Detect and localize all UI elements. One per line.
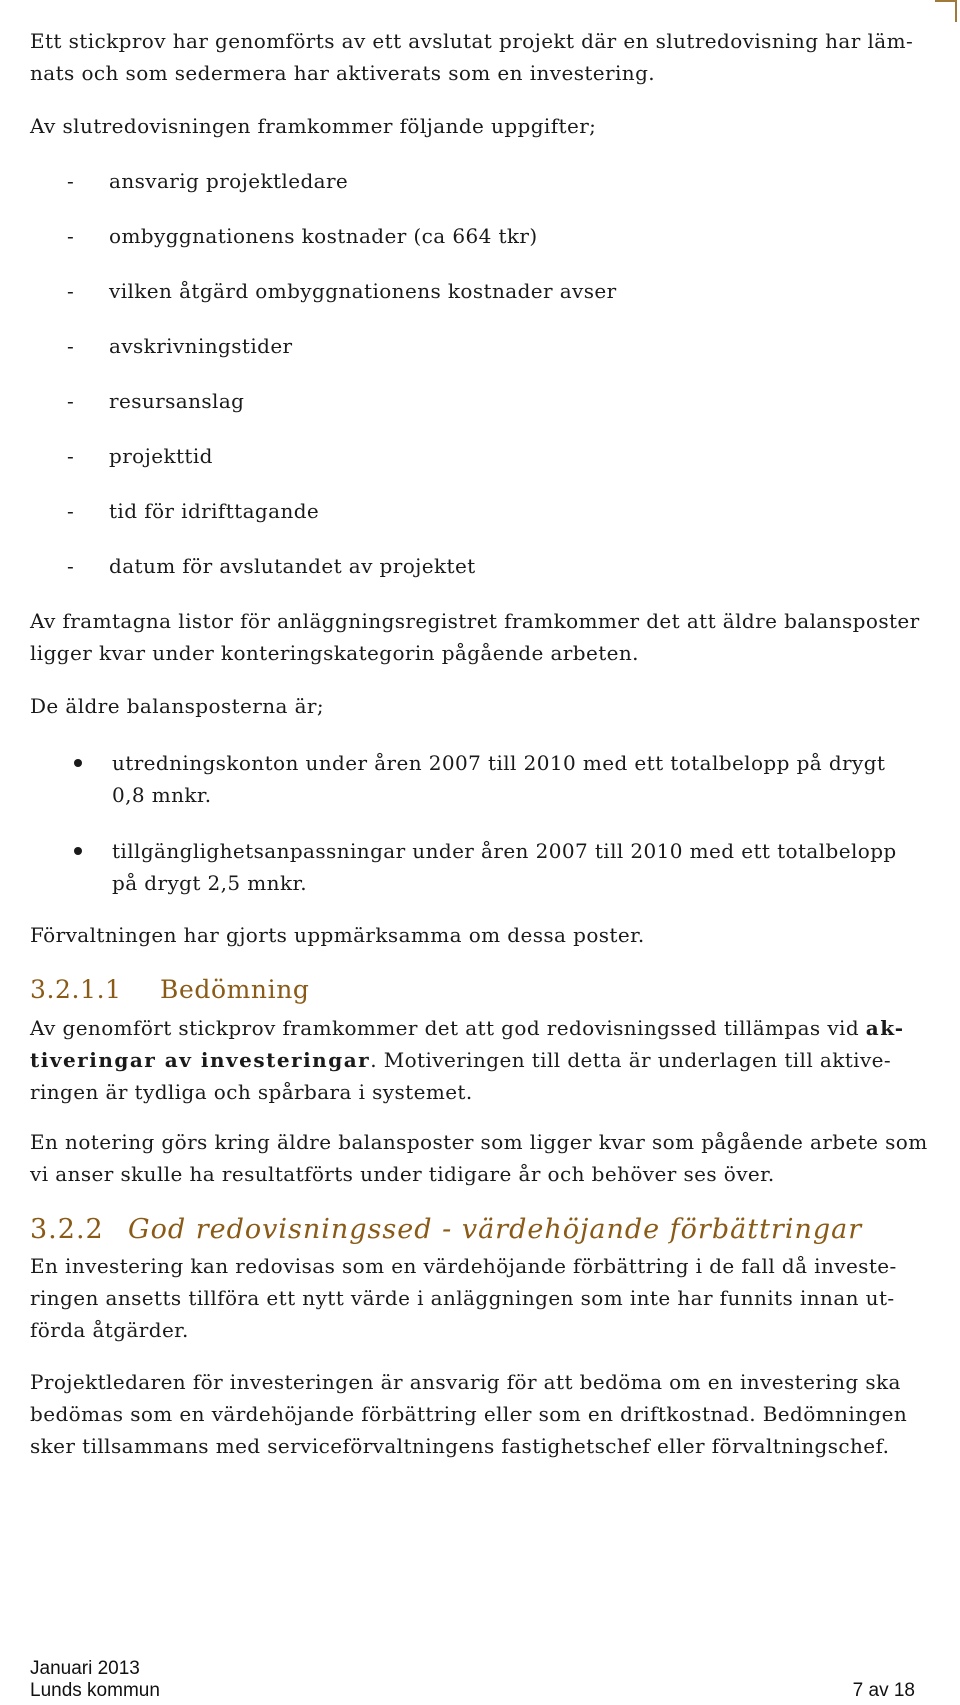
intro-paragraph [30,25,950,89]
heading-number: 3.2.2 [30,1214,104,1245]
notering-paragraph: En notering görs kring äldre balansposter som ligger kvar som pågående arbete som vi anser skulle ha resultatförts under tidigare år och behöver ses över. [30,1130,928,1186]
footer-page-number: 7 av 18 [852,1680,915,1701]
section-heading-bedomning [30,973,310,1007]
list-intro: Av slutredovisningen framkommer följande uppgifter; [30,114,597,138]
footer-organization: Lunds kommun [30,1680,160,1701]
page-corner-mark [955,0,957,22]
forvaltning-paragraph: Förvaltningen har gjorts uppmärksamma om dessa poster. [30,923,645,947]
intro-line-1: Ett stickprov har genomförts av ett avslutat projekt där en slutredovisning har läm- [30,29,914,53]
section-heading-god-redovisningssed [30,1212,862,1248]
heading-number: 3.2.1.1 [30,975,122,1004]
investering-paragraph: En investering kan redovisas som en värdehöjande förbättring i de fall då investe- ringen ansetts tillföra ett nytt värde i anläggningen som inte har funnits innan ut- förda åtgärder. [30,1254,897,1342]
intro-line-2: nats och som sedermera har aktiverats som en investering. [30,61,656,85]
aldre-paragraph: De äldre balansposterna är; [30,694,325,718]
footer-date: Januari 2013 [30,1658,140,1679]
projektledaren-paragraph: Projektledaren för investeringen är ansvarig för att bedöma om en investering ska bedömas som en värdehöjande förbättring eller som en driftkostnad. Bedömningen sker tillsammans med serviceförvaltningens fastighetschef eller förvaltningschef. [30,1370,908,1458]
heading-title: Bedömning [160,975,310,1004]
listor-paragraph: Av framtagna listor för anläggningsregistret framkommer det att äldre balansposter ligger kvar under konteringskategorin pågående arbeten. [30,609,920,665]
bedomning-paragraph: Av genomfört stickprov framkommer det att god redovisningssed tillämpas vid ak- tiveringar av investeringar. Motiveringen till detta är underlagen till aktive- ringen är tydliga och spårbara i systemet. [30,1016,905,1104]
heading-title: God redovisningssed - värdehöjande förbättringar [128,1214,863,1245]
bullet-dot [74,759,82,767]
bullet-dot [74,847,82,855]
